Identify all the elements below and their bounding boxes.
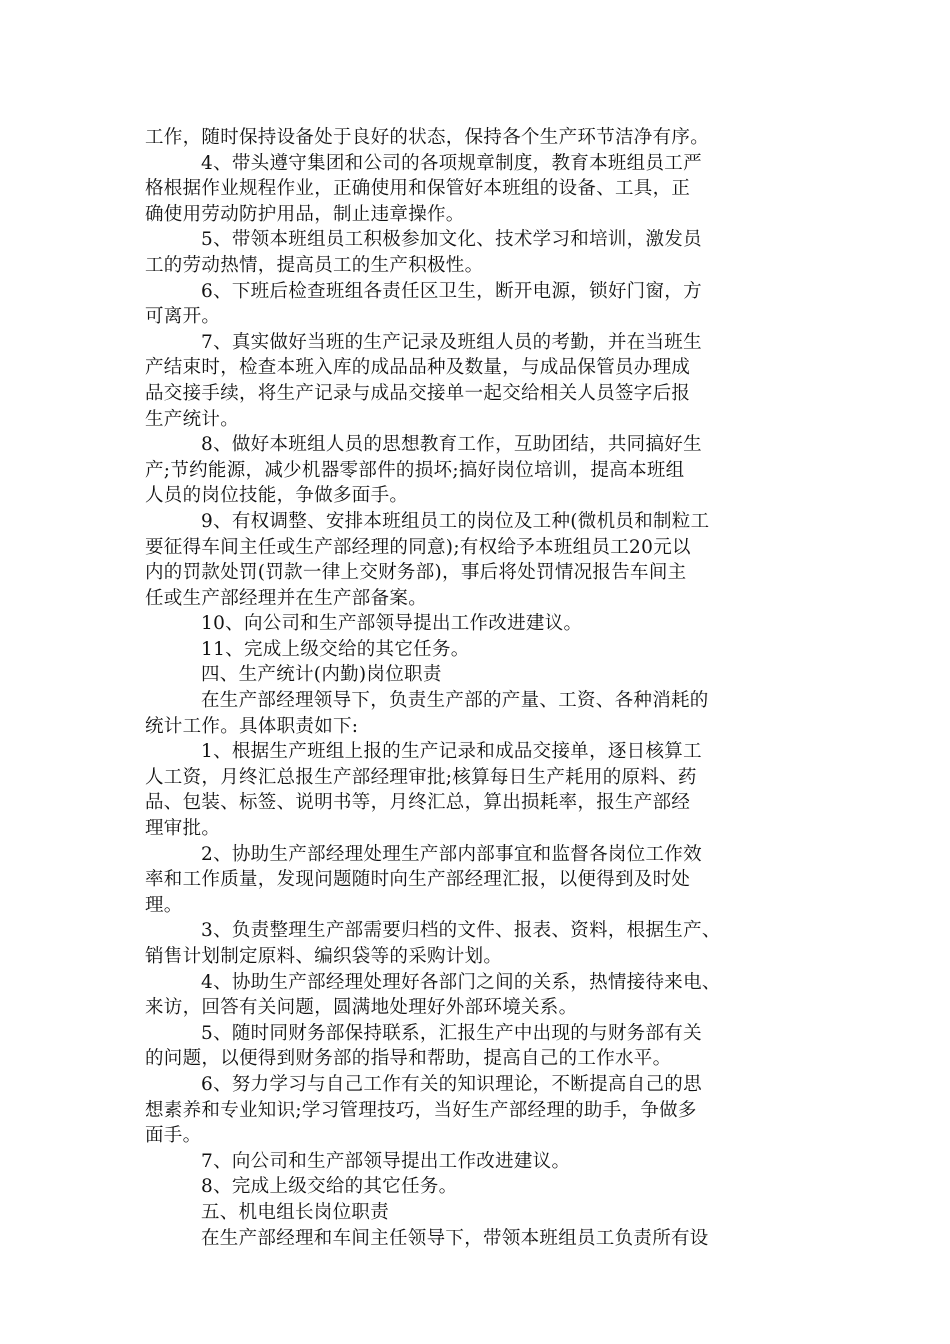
- text-line: 的问题，以便得到财务部的指导和帮助，提高自己的工作水平。: [145, 1048, 672, 1070]
- text-line: 想素养和专业知识;学习管理技巧，当好生产部经理的助手，争做多: [145, 1099, 697, 1121]
- text-line: 4、协助生产部经理处理好各部门之间的关系，热情接待来电、: [201, 971, 721, 993]
- text-line: 1、根据生产班组上报的生产记录和成品交接单，逐日核算工: [201, 741, 702, 763]
- text-line: 2、协助生产部经理处理生产部内部事宜和监督各岗位工作效: [201, 843, 702, 865]
- text-line: 统计工作。具体职责如下:: [145, 715, 359, 737]
- text-line: 可离开。: [145, 306, 221, 328]
- text-line: 要征得车间主任或生产部经理的同意);有权给予本班组员工20元以: [145, 536, 691, 558]
- text-line: 6、下班后检查班组各责任区卫生，断开电源，锁好门窗，方: [201, 280, 702, 302]
- text-line: 工作，随时保持设备处于良好的状态，保持各个生产环节洁净有序。: [145, 127, 710, 148]
- text-line: 产结束时，检查本班入库的成品品种及数量，与成品保管员办理成: [145, 357, 691, 379]
- text-line: 3、负责整理生产部需要归档的文件、报表、资料，根据生产、: [201, 920, 721, 942]
- text-line: 7、真实做好当班的生产记录及班组人员的考勤，并在当班生: [201, 331, 702, 353]
- document-body: [145, 125, 810, 1251]
- text-line: 8、完成上级交给的其它任务。: [201, 1176, 458, 1198]
- section-heading: 四、生产统计(内勤)岗位职责: [201, 664, 442, 686]
- text-line: 10、向公司和生产部领导提出工作改进建议。: [201, 613, 583, 635]
- text-line: 产;节约能源，减少机器零部件的损坏;搞好岗位培训，提高本班组: [145, 459, 685, 481]
- text-line: 5、随时同财务部保持联系，汇报生产中出现的与财务部有关: [201, 1022, 702, 1044]
- text-line: 9、有权调整、安排本班组员工的岗位及工种(微机员和制粒工: [201, 510, 710, 532]
- text-line: 在生产部经理领导下，负责生产部的产量、工资、各种消耗的: [201, 690, 709, 712]
- text-line: 4、带头遵守集团和公司的各项规章制度，教育本班组员工严: [201, 152, 702, 174]
- text-line: 5、带领本班组员工积极参加文化、技术学习和培训，激发员: [201, 229, 702, 251]
- text-line: 品交接手续，将生产记录与成品交接单一起交给相关人员签字后报: [145, 382, 691, 404]
- section-heading: 五、机电组长岗位职责: [201, 1201, 390, 1223]
- text-line: 理。: [145, 894, 183, 916]
- text-line: 品、包装、标签、说明书等，月终汇总，算出损耗率，报生产部经: [145, 792, 691, 814]
- text-line: 生产统计。: [145, 408, 240, 430]
- text-line: 内的罚款处罚(罚款一律上交财务部)，事后将处罚情况报告车间主: [145, 562, 687, 584]
- text-line: 销售计划制定原料、编织袋等的采购计划。: [145, 946, 503, 967]
- text-line: 率和工作质量，发现问题随时向生产部经理汇报，以便得到及时处: [145, 869, 691, 891]
- text-line: 人工资，月终汇总报生产部经理审批;核算每日生产耗用的原料、药: [145, 766, 697, 788]
- text-line: 在生产部经理和车间主任领导下，带领本班组员工负责所有设: [201, 1227, 709, 1249]
- text-line: 理审批。: [145, 818, 221, 840]
- text-line: 8、做好本班组人员的思想教育工作，互助团结，共同搞好生: [201, 434, 702, 456]
- text-line: 来访，回答有关问题，圆满地处理好外部环境关系。: [145, 997, 578, 1019]
- text-line: 面手。: [145, 1125, 202, 1147]
- text-line: 11、完成上级交给的其它任务。: [201, 638, 470, 660]
- text-line: 工的劳动热情，提高员工的生产积极性。: [145, 254, 484, 276]
- text-line: 任或生产部经理并在生产部备案。: [145, 587, 428, 609]
- text-line: 人员的岗位技能，争做多面手。: [145, 485, 409, 507]
- text-line: 7、向公司和生产部领导提出工作改进建议。: [201, 1150, 571, 1172]
- text-line: 确使用劳动防护用品，制止违章操作。: [145, 203, 465, 225]
- text-line: 6、努力学习与自己工作有关的知识理论，不断提高自己的思: [201, 1073, 702, 1095]
- text-line: 格根据作业规程作业，正确使用和保管好本班组的设备、工具，正: [145, 178, 691, 200]
